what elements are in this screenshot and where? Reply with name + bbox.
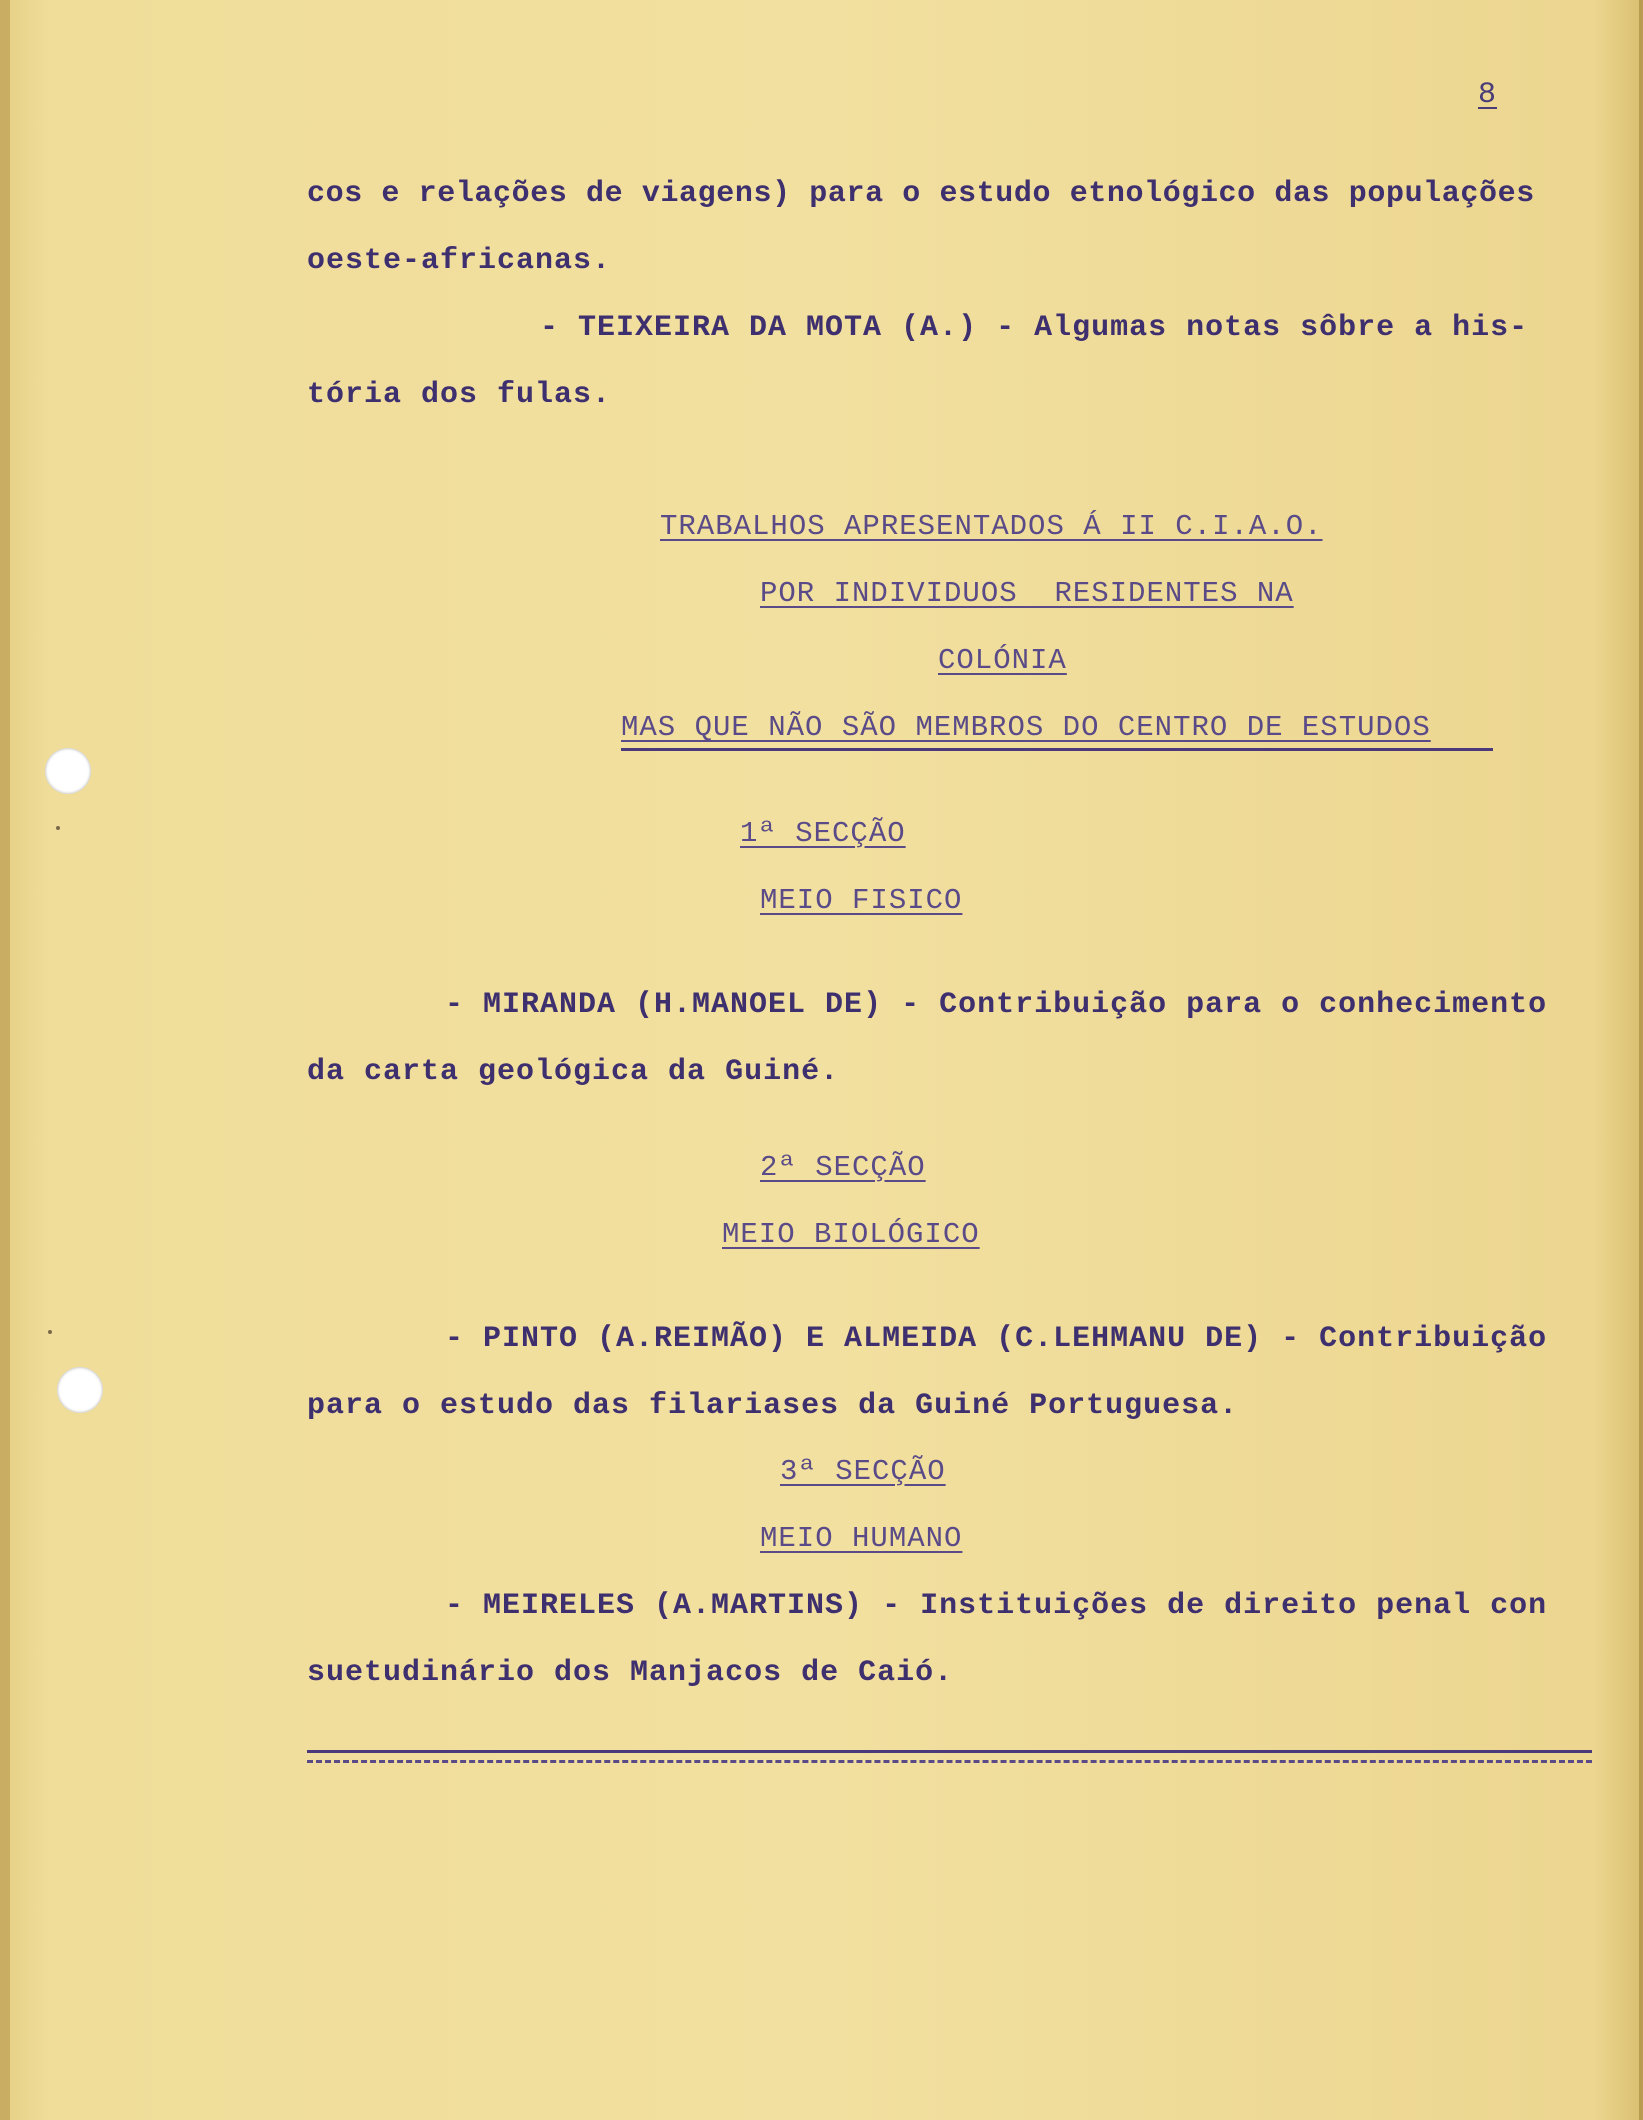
- section-2-subheading: MEIO BIOLÓGICO: [722, 1218, 980, 1251]
- title-double-rule: [621, 748, 1493, 751]
- punch-hole-top: [45, 748, 91, 794]
- section-1-entry-line-1: - MIRANDA (H.MANOEL DE) - Contribuição para o conhecimento: [445, 988, 1548, 1022]
- title-line-2: POR INDIVIDUOS RESIDENTES NA: [760, 577, 1294, 610]
- entry-teixeira-line-1: - TEIXEIRA DA MOTA (A.) - Algumas notas sôbre a his-: [540, 311, 1529, 345]
- title-line-1: TRABALHOS APRESENTADOS Á II C.I.A.O.: [660, 510, 1323, 543]
- section-1-heading: 1ª SECÇÃO: [740, 817, 906, 850]
- section-1-entry-line-2: da carta geológica da Guiné.: [307, 1055, 840, 1089]
- title-line-4: MAS QUE NÃO SÃO MEMBROS DO CENTRO DE ESTUDOS: [621, 711, 1431, 744]
- punch-hole-bottom: [57, 1367, 103, 1413]
- section-3-subheading: MEIO HUMANO: [760, 1522, 963, 1555]
- ink-speck: [56, 826, 60, 830]
- section-3-heading: 3ª SECÇÃO: [780, 1455, 946, 1488]
- section-2-entry-line-1: - PINTO (A.REIMÃO) E ALMEIDA (C.LEHMANU DE) - Contribuição: [445, 1322, 1548, 1356]
- intro-line-2: oeste-africanas.: [307, 244, 612, 278]
- section-1-subheading: MEIO FISICO: [760, 884, 963, 917]
- section-2-heading: 2ª SECÇÃO: [760, 1151, 926, 1184]
- page-number: 8: [1478, 78, 1498, 112]
- section-3-entry-line-1: - MEIRELES (A.MARTINS) - Instituições de direito penal con: [445, 1589, 1548, 1623]
- paper-edge-left: [0, 0, 10, 2120]
- section-2-entry-line-2: para o estudo das filariases da Guiné Portuguesa.: [307, 1389, 1239, 1423]
- entry-teixeira-line-2: tória dos fulas.: [307, 378, 612, 412]
- closing-rule-solid: [307, 1750, 1592, 1753]
- intro-line-1: cos e relações de viagens) para o estudo etnológico das populações: [307, 177, 1535, 211]
- paper-edge-right: [1639, 0, 1643, 2120]
- section-3-entry-line-2: suetudinário dos Manjacos de Caió.: [307, 1656, 954, 1690]
- ink-speck: [48, 1330, 52, 1334]
- closing-rule-dashed: [307, 1760, 1592, 1763]
- title-line-3: COLÓNIA: [938, 644, 1067, 677]
